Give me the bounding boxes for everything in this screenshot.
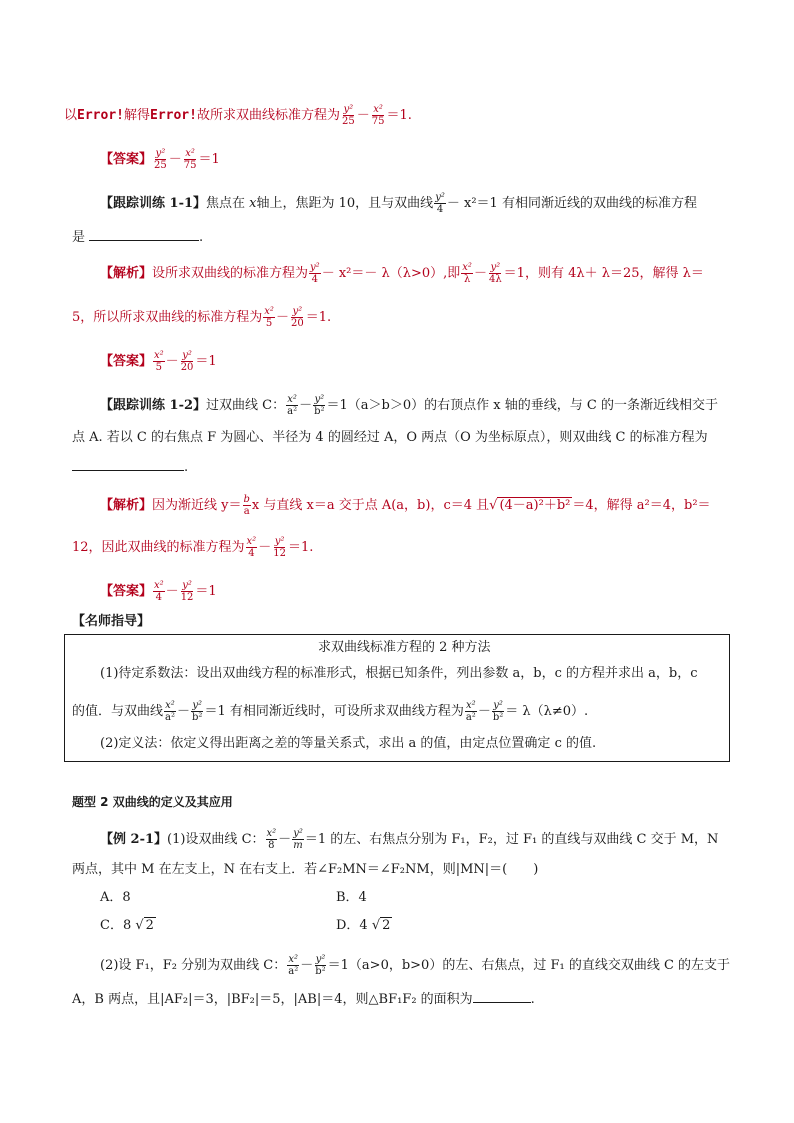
fraction: $\frac{\text{y²}}{12}$ xyxy=(180,580,194,603)
error-text: Error! xyxy=(150,108,197,123)
text-segment: 解得 xyxy=(123,108,150,123)
sqrt-sign: √ xyxy=(489,498,498,513)
solution-1-2-cont: 12，因此双曲线的标准方程为 $\frac{\text{x²}}{4}$ － $\frac{\text{y²}}{12}$ ＝1. xyxy=(72,536,314,559)
example-2-2: (2)设 F₁，F₂ 分别为双曲线 C： $\frac{\text{x²}}{\text{a²}}$ － $\frac{\text{y²}}{\text{b²}}$ ＝1（a>0，b>0）的左、右焦点，过 F₁ 的直线交双曲线 C 的左支于 xyxy=(100,954,731,977)
practice-label: 【跟踪训练 1-2】 xyxy=(100,398,207,413)
answer-blank xyxy=(72,458,184,471)
fraction: $\frac{\text{y²}}{25}$ xyxy=(341,104,355,127)
fraction: $\frac{\text{x²}}{\lambda}$ xyxy=(462,262,472,285)
practice-1-2-cont: 点 A. 若以 C 的右焦点 F 为圆心、半径为 4 的圆经过 A，O 两点（O 为坐标原点），则双曲线 C 的标准方程为 xyxy=(72,430,708,445)
solution-label: 【解析】 xyxy=(100,266,153,281)
fraction: $\frac{\text{y²}}{\text{b²}}$ xyxy=(315,954,326,977)
fraction: $\frac{\text{y²}}{25}$ xyxy=(154,148,167,171)
intro-line: 以Error!解得Error!故所求双曲线标准方程为 $\frac{\text{y²}}{25}$ － $\frac{\text{x²}}{75}$ ＝1. xyxy=(64,104,412,127)
error-text: Error! xyxy=(77,108,124,123)
fraction: $\frac{\text{y²}}{4\lambda}$ xyxy=(488,262,502,285)
text-segment: 故所求双曲线标准方程为 xyxy=(196,108,340,123)
fraction: $\frac{\text{x²}}{4}$ xyxy=(246,536,257,559)
fraction: $\frac{\text{y²}}{4}$ xyxy=(310,262,320,285)
fraction: $\frac{\text{y²}}{20}$ xyxy=(180,350,194,373)
section-title: 题型 2 双曲线的定义及其应用 xyxy=(72,795,233,809)
fraction: $\frac{\text{x²}}{75}$ xyxy=(183,148,197,171)
fraction: $\frac{b}{a}$ xyxy=(243,494,250,517)
solution-1-1-cont: 5，所以所求双曲线的标准方程为 $\frac{\text{x²}}{5}$ － $\frac{\text{y²}}{20}$ ＝1. xyxy=(72,306,332,329)
fraction: $\frac{\text{y²}}{\text{b²}}$ xyxy=(314,394,325,417)
fraction: $\frac{\text{x²}}{75}$ xyxy=(371,104,385,127)
answer-1: 【答案】 $\frac{\text{y²}}{25}$ － $\frac{\text{x²}}{75}$ ＝1 xyxy=(100,148,220,171)
fraction: $\frac{\text{x²}}{4}$ xyxy=(154,580,164,603)
fraction: $\frac{\text{x²}}{5}$ xyxy=(264,306,274,329)
example-2-1-cont: 两点，其中 M 在左支上，N 在右支上．若∠F₂MN＝∠F₂NM，则|MN|＝( ) xyxy=(72,862,539,877)
fraction: $\frac{\text{y²}}{\text{b²}}$ xyxy=(192,700,203,723)
guide-method-1-cont: 的值．与双曲线 $\frac{\text{x²}}{\text{a²}}$ － $\frac{\text{y²}}{\text{b²}}$ ＝1 有相同渐近线时，可设所求双曲线方程为 $\frac{\text{x²}}{\text{a²}}$ － $\frac{\text{y²}}{\text{b²}}$ ＝ λ（λ≠0）. xyxy=(72,700,589,723)
fraction: $\frac{\text{x²}}{\text{a²}}$ xyxy=(165,700,175,723)
fraction: $\frac{\text{y²}}{12}$ xyxy=(273,536,286,559)
option-b: B．4 xyxy=(336,890,367,905)
guide-method-1: (1)待定系数法：设出双曲线方程的标准形式，根据已知条件，列出参数 a，b，c 的方程并求出 a，b，c xyxy=(100,666,698,681)
example-2-2-cont: A，B 两点，且|AF₂|＝3，|BF₂|＝5，|AB|＝4，则△BF₁F₂ 的面积为 . xyxy=(72,992,535,1007)
answer-3: 【答案】 $\frac{\text{x²}}{4}$ － $\frac{\text{y²}}{12}$ ＝1 xyxy=(100,580,217,603)
fraction: $\frac{\text{x²}}{\text{a²}}$ xyxy=(288,954,299,977)
answer-blank xyxy=(89,228,199,241)
fraction: $\frac{\text{y²}}{m}$ xyxy=(293,828,303,851)
answer-blank xyxy=(473,990,531,1003)
answer-label: 【答案】 xyxy=(100,354,153,369)
example-2-1: 【例 2-1】(1)设双曲线 C： $\frac{\text{x²}}{8}$ － $\frac{\text{y²}}{m}$ ＝1 的左、右焦点分别为 F₁，F₂，过 F₁ 的直线与双曲线 C 交于 M，N xyxy=(100,828,719,851)
practice-1-2: 【跟踪训练 1-2】过双曲线 C： $\frac{\text{x²}}{\text{a²}}$ － $\frac{\text{y²}}{\text{b²}}$ ＝1（a＞b＞0）的右顶点作 x 轴的垂线，与 C 的一条渐近线相交于 xyxy=(100,394,718,417)
fraction: $\frac{\text{x²}}{\text{a²}}$ xyxy=(465,700,476,723)
practice-1-1-cont: 是 . xyxy=(72,230,204,245)
practice-1-2-blank: . xyxy=(72,458,188,476)
answer-label: 【答案】 xyxy=(100,152,153,167)
practice-1-1: 【跟踪训练 1-1】焦点在 x轴上，焦距为 10，且与双曲线 $\frac{\text{y²}}{4}$ － x²＝1 有相同渐近线的双曲线的标准方程 xyxy=(100,192,697,215)
guide-method-2: (2)定义法：依定义得出距离之差的等量关系式，求出 a 的值，由定点位置确定 c 的值. xyxy=(100,736,597,751)
solution-1-1: 【解析】设所求双曲线的标准方程为 $\frac{\text{y²}}{4}$ － x²＝－ λ（λ>0）,即 $\frac{\text{x²}}{\lambda}$ － $\frac{\text{y²}}{4\lambda}$ ＝1，则有 4λ＋ λ＝25，解得 λ＝ xyxy=(100,262,704,285)
option-a: A．8 xyxy=(100,890,131,905)
sqrt-content: (4－a)²＋b² xyxy=(499,498,571,513)
option-c: C．8 √ 2 xyxy=(100,918,154,933)
text-segment: 以 xyxy=(64,108,78,123)
guide-label: 【名师指导】 xyxy=(72,614,151,629)
solution-1-2: 【解析】因为渐近线 y＝ $\frac{b}{a}$ x 与直线 x＝a 交于点 A(a，b)，c＝4 且√ (4－a)²＋b² ＝4，解得 a²＝4，b²＝ xyxy=(100,494,711,517)
answer-2: 【答案】 $\frac{\text{x²}}{5}$ － $\frac{\text{y²}}{20}$ ＝1 xyxy=(100,350,217,373)
fraction: $\frac{\text{x²}}{5}$ xyxy=(154,350,164,373)
fraction: $\frac{\text{y²}}{4}$ xyxy=(435,192,445,215)
option-d: D．4 √ 2 xyxy=(336,918,391,933)
practice-label: 【跟踪训练 1-1】 xyxy=(100,196,207,211)
answer-label: 【答案】 xyxy=(100,584,153,599)
fraction: $\frac{\text{x²}}{\text{a²}}$ xyxy=(287,394,298,417)
solution-label: 【解析】 xyxy=(100,498,153,513)
guide-title: 求双曲线标准方程的 2 种方法 xyxy=(318,640,491,655)
fraction: $\frac{\text{x²}}{8}$ xyxy=(266,828,277,851)
fraction: $\frac{\text{y²}}{20}$ xyxy=(290,306,304,329)
fraction: $\frac{\text{y²}}{\text{b²}}$ xyxy=(492,700,504,723)
example-label: 【例 2-1】 xyxy=(100,832,168,847)
